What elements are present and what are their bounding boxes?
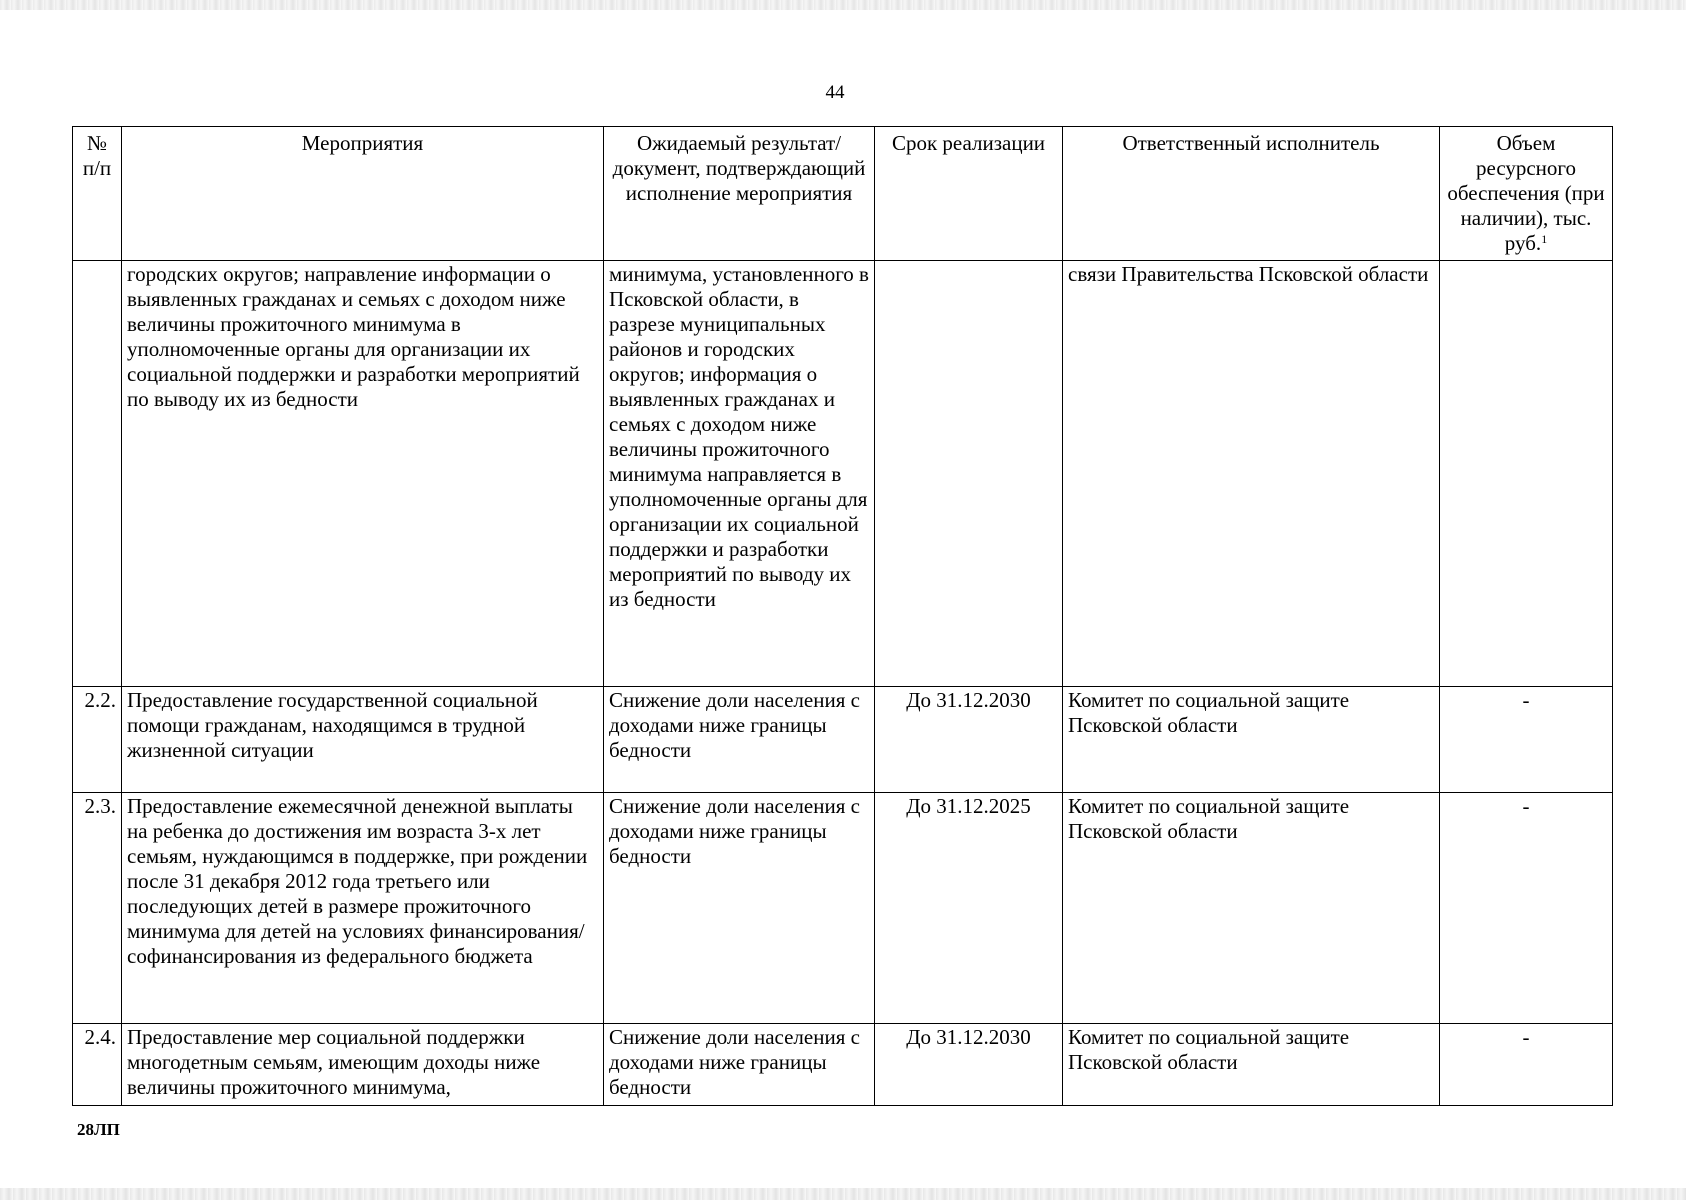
table-body: [73, 261, 1613, 1106]
cell-resource: -: [1440, 1024, 1613, 1106]
cell-term: До 31.12.2030: [875, 687, 1063, 793]
table-row: [73, 261, 1613, 687]
scan-edge-top: [0, 0, 1686, 10]
cell-executor: Комитет по социальной защите Псковской области: [1063, 793, 1440, 1024]
activities-table: [72, 126, 1613, 1106]
cell-result: минимума, установленного в Псковской области, в разрезе муниципальных районов и городских округов; информация о выявленных гражданах и семьях с доходом ниже величины прожиточного минимума направляется в уполномоченные органы для организации их социальной поддержки и разработки мероприятий по выводу их из бедности: [604, 261, 875, 687]
cell-num: 2.2.: [73, 687, 122, 793]
table-row: [73, 1024, 1613, 1106]
header-term: Срок реализации: [875, 127, 1063, 261]
scan-edge-bottom: [0, 1188, 1686, 1200]
cell-resource: -: [1440, 793, 1613, 1024]
footer-code: 28ЛП: [77, 1120, 120, 1139]
header-activity: Мероприятия: [122, 127, 604, 261]
cell-num: 2.4.: [73, 1024, 122, 1106]
cell-term: До 31.12.2030: [875, 1024, 1063, 1106]
cell-resource: -: [1440, 687, 1613, 793]
footnote-mark: 1: [1541, 232, 1548, 246]
cell-num: [73, 261, 122, 687]
table-row: [73, 793, 1613, 1024]
cell-executor: связи Правительства Псковской области: [1063, 261, 1440, 687]
header-num: № п/п: [73, 127, 122, 261]
table-header: [73, 127, 1613, 261]
cell-num: 2.3.: [73, 793, 122, 1024]
header-row: [73, 127, 1613, 261]
cell-result: Снижение доли населения с доходами ниже границы бедности: [604, 793, 875, 1024]
cell-term: [875, 261, 1063, 687]
header-resource-label: Объем ресурсного обеспечения (при наличии), тыс. руб.: [1447, 131, 1605, 255]
cell-resource: [1440, 261, 1613, 687]
page-number: 44: [825, 82, 845, 103]
cell-result: Снижение доли населения с доходами ниже границы бедности: [604, 687, 875, 793]
cell-activity: городских округов; направление информации о выявленных гражданах и семьях с доходом ниже величины прожиточного минимума в уполномоченные органы для организации их социальной поддержки и разработки мероприятий по выводу их из бедности: [122, 261, 604, 687]
header-resource: [1440, 127, 1613, 261]
table-row: [73, 687, 1613, 793]
cell-result: Снижение доли населения с доходами ниже границы бедности: [604, 1024, 875, 1106]
cell-term: До 31.12.2025: [875, 793, 1063, 1024]
header-result: Ожидаемый результат/документ, подтверждающий исполнение мероприятия: [604, 127, 875, 261]
cell-activity: Предоставление государственной социальной помощи гражданам, находящимся в трудной жизненной ситуации: [122, 687, 604, 793]
cell-executor: Комитет по социальной защите Псковской области: [1063, 1024, 1440, 1106]
header-executor: Ответственный исполнитель: [1063, 127, 1440, 261]
cell-activity: Предоставление мер социальной поддержки многодетным семьям, имеющим доходы ниже величины прожиточного минимума,: [122, 1024, 604, 1106]
cell-executor: Комитет по социальной защите Псковской области: [1063, 687, 1440, 793]
cell-activity: Предоставление ежемесячной денежной выплаты на ребенка до достижения им возраста 3-х лет семьям, нуждающимся в поддержке, при рождении после 31 декабря 2012 года третьего или последующих детей в размере прожиточного минимума для детей на условиях финансирования/софинансирования из федерального бюджета: [122, 793, 604, 1024]
